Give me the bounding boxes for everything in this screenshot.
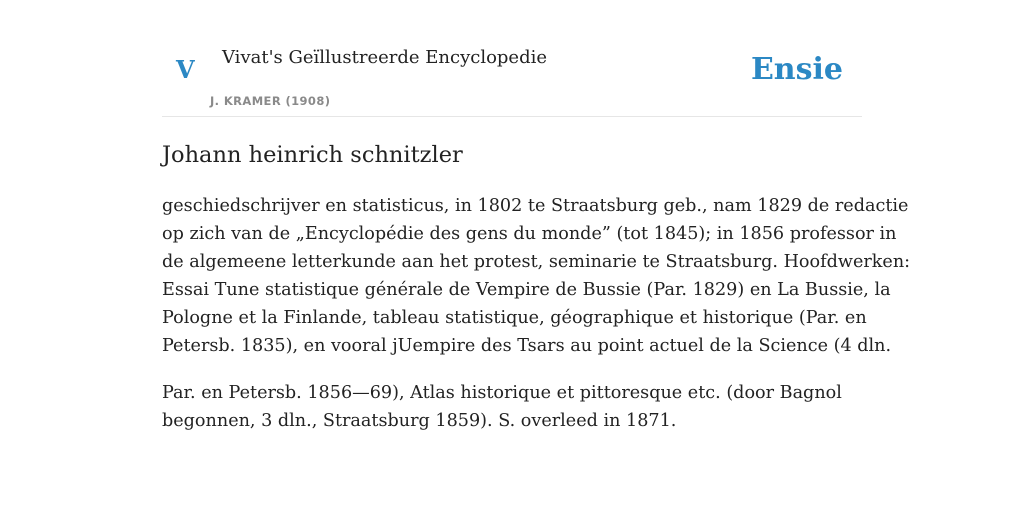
paragraph-line: op zich van de „Encyclopédie des gens du monde” (tot 1845); in 1856 professor in xyxy=(162,224,897,244)
article-paragraph xyxy=(162,379,862,435)
source-header xyxy=(162,0,862,117)
source-author: J. KRAMER (1908) xyxy=(210,94,331,108)
paragraph-line: Petersb. 1835), en vooral jUempire des Tsars au point actuel de la Science (4 dln. xyxy=(162,336,892,356)
paragraph-line: geschiedschrijver en statisticus, in 1802 te Straatsburg geb., nam 1829 de redactie xyxy=(162,196,909,216)
paragraph-line: Par. en Petersb. 1856—69), Atlas historique et pittoresque etc. (door Bagnol xyxy=(162,383,842,403)
paragraph-line: de algemeene letterkunde aan het protest, seminarie te Straatsburg. Hoofdwerken: xyxy=(162,252,911,272)
source-title[interactable]: Vivat's Geïllustreerde Encyclopedie xyxy=(222,47,548,68)
article-paragraph xyxy=(162,192,911,360)
source-logo[interactable]: V xyxy=(176,55,195,84)
paragraph-line: Essai Tune statistique générale de Vempire de Bussie (Par. 1829) en La Bussie, la xyxy=(162,280,891,300)
brand-logo-link[interactable]: Ensie xyxy=(750,52,843,87)
article-headword: Johann heinrich schnitzler xyxy=(162,142,463,168)
paragraph-line: begonnen, 3 dln., Straatsburg 1859). S. overleed in 1871. xyxy=(162,411,677,431)
paragraph-line: Pologne et la Finlande, tableau statistique, géographique et historique (Par. en xyxy=(162,308,867,328)
